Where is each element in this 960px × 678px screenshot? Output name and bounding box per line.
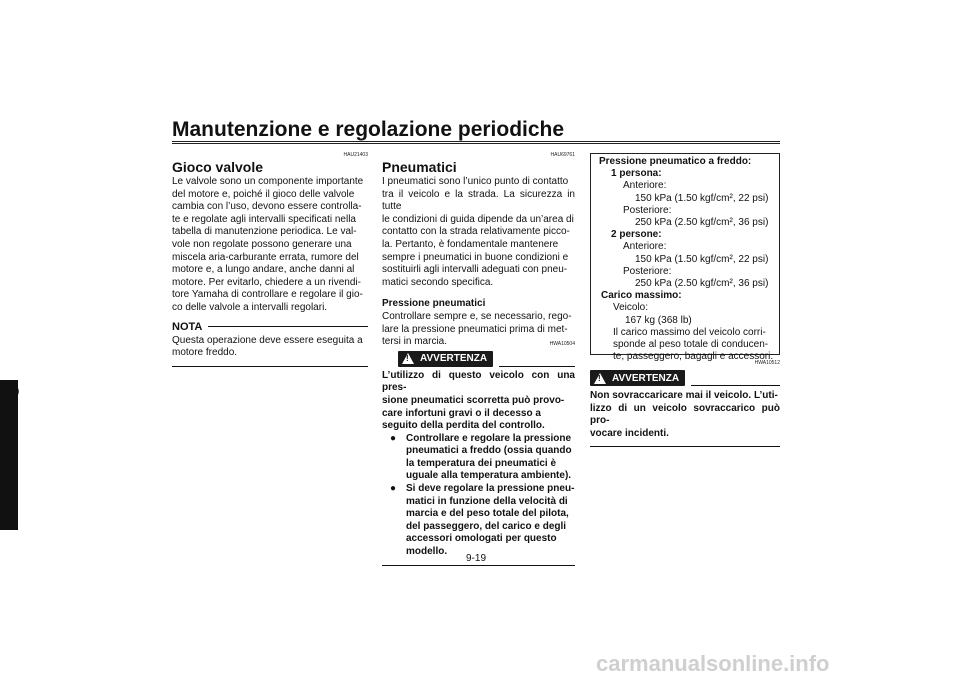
watermark: carmanualsonline.info	[596, 651, 830, 676]
nota-end-rule	[172, 366, 368, 367]
section-tyres	[382, 152, 575, 566]
section-body	[382, 176, 575, 289]
body-line: Controllare e regolare la pressione	[406, 432, 572, 444]
body-line: lare la pressione pneumatici prima di met-	[382, 323, 568, 335]
body-line: cambia con l’uso, devono essere controlla-	[172, 201, 362, 213]
body-line: tabella di manutenzione periodica. Le val-	[172, 226, 357, 238]
spec-label: 1 persona:	[611, 168, 662, 180]
spec-content	[591, 154, 779, 363]
body-line: accessori omologati per questo	[406, 533, 557, 545]
spec-value: 150 kPa (1.50 kgf/cm², 22 psi)	[635, 192, 769, 204]
page-number: 9-19	[466, 553, 487, 564]
body-line: te e regolate agli intervalli specificati nella	[172, 213, 356, 225]
body-line: lizzo di un veicolo sovraccarico può pro-	[590, 402, 780, 427]
body-line: matici in funzione della velocità di	[406, 495, 568, 507]
spec-label: Carico massimo:	[601, 290, 682, 302]
warning-icon	[594, 373, 606, 384]
spec-label: Posteriore:	[623, 204, 672, 216]
sub-body	[382, 311, 575, 349]
warning-body	[382, 370, 575, 433]
body-line: contatto con la strada relativamente picco-	[382, 226, 570, 238]
warning-badge	[398, 351, 493, 367]
overload-warning	[590, 360, 780, 447]
bullet-icon: ●	[390, 432, 397, 444]
section-code: HAU69761	[550, 152, 575, 158]
warning-rule-wrap	[499, 340, 575, 367]
section-code: HAU21403	[343, 152, 368, 158]
spec-value: 167 kg (368 lb)	[625, 314, 692, 326]
spec-label: Anteriore:	[623, 241, 667, 253]
section-valve-clearance	[172, 152, 368, 367]
body-line: marcia e del peso totale del pilota,	[406, 508, 569, 520]
warning-rule-wrap	[691, 360, 780, 386]
warning-end-rule	[590, 446, 780, 447]
body-line: le condizioni di guida dipende da un’area di	[382, 213, 574, 225]
body-line: Le valvole sono un componente importante	[172, 176, 364, 187]
body-line: la. Pertanto, è fondamentale mantenere	[382, 238, 559, 250]
spec-title: Pressione pneumatico a freddo:	[599, 156, 752, 167]
page-title: Manutenzione e regolazione periodiche	[172, 118, 565, 141]
body-line: L’utilizzo di questo veicolo con una pres-	[382, 369, 575, 394]
warning-end-rule	[382, 565, 575, 566]
body-line: la temperatura dei pneumatici è	[406, 457, 557, 469]
sub-heading: Pressione pneumatici	[382, 298, 486, 310]
warning-rule	[499, 366, 575, 367]
nota-header	[172, 321, 368, 333]
chapter-number: 9	[12, 384, 20, 399]
warning-body	[590, 390, 780, 440]
body-line: co delle valvole a intervalli regolari.	[172, 301, 328, 313]
spec-value: 150 kPa (1.50 kgf/cm², 22 psi)	[635, 253, 769, 265]
body-line: tra il veicolo e la strada. La sicurezza in tutte	[382, 188, 575, 213]
body-line: vole non regolate possono generare una	[172, 238, 352, 250]
warning-label: AVVERTENZA	[420, 353, 488, 365]
body-line: pneumatici a freddo (ossia quando	[406, 445, 572, 457]
body-line: sione pneumatici scorretta può provo-	[382, 394, 565, 406]
body-line: Non sovraccaricare mai il veicolo. L’uti-	[590, 390, 778, 401]
warning-rule	[691, 385, 780, 386]
body-line: modello.	[406, 546, 448, 558]
nota-rule	[208, 326, 368, 327]
body-line: motore freddo.	[172, 347, 238, 359]
body-line: tersi in marcia.	[382, 336, 448, 348]
body-line: Controllare sempre e, se necessario, rego-	[382, 310, 572, 322]
body-line: sempre i pneumatici in buone condizioni e	[382, 251, 569, 263]
body-line: miscela aria-carburante errata, rumore del	[172, 251, 359, 263]
spec-label: 2 persone:	[611, 229, 662, 241]
body-line: Questa operazione deve essere eseguita a	[172, 334, 363, 346]
body-line: tore Yamaha di controllare e regolare il gio-	[172, 289, 363, 301]
spec-label: Posteriore:	[623, 265, 672, 277]
spec-value: 250 kPa (2.50 kgf/cm², 36 psi)	[635, 217, 769, 229]
chapter-tab	[0, 380, 18, 530]
nota-label: NOTA	[172, 320, 203, 333]
body-line: del motore e, poiché il gioco delle valvole	[172, 188, 355, 200]
bullet-item	[390, 483, 575, 559]
body-line: care infortuni gravi o il decesso a	[382, 407, 541, 419]
body-line: vocare incidenti.	[590, 427, 669, 439]
body-line: del passeggero, del carico e degli	[406, 520, 567, 532]
body-line: motore e, a lungo andare, anche danni al	[172, 264, 355, 276]
spec-note: te, passeggero, bagagli e accessori.	[613, 351, 774, 363]
body-line: uguale alla temperatura ambiente).	[406, 470, 572, 482]
warning-icon	[402, 353, 414, 364]
section-body	[172, 176, 368, 315]
warning-code: HWA10504	[549, 340, 575, 347]
section-heading: Gioco valvole	[172, 159, 264, 175]
spec-label: Veicolo:	[613, 302, 649, 314]
nota-body	[172, 335, 368, 360]
bullet-text	[406, 483, 574, 559]
spec-note: Il carico massimo del veicolo corri-	[613, 326, 766, 338]
body-line: Si deve regolare la pressione pneu-	[406, 483, 575, 495]
warning-code: HWA10512	[754, 360, 780, 366]
body-line: sostituirli agli intervalli adeguati con pneu-	[382, 264, 568, 276]
title-rule	[172, 141, 780, 144]
body-line: I pneumatici sono l’unico punto di contatto	[382, 176, 569, 187]
bullet-icon: ●	[390, 483, 397, 495]
body-line: motore. Per evitarlo, chiedere a un rivendi-	[172, 276, 361, 288]
body-line: seguito della perdita del controllo.	[382, 420, 545, 432]
warning-badge	[590, 370, 685, 386]
spec-value: 250 kPa (2.50 kgf/cm², 36 psi)	[635, 278, 769, 290]
spec-note: sponde al peso totale di conducen-	[613, 339, 769, 351]
section-heading: Pneumatici	[382, 159, 457, 175]
bullet-item	[390, 433, 575, 483]
warning-label: AVVERTENZA	[612, 372, 680, 384]
bullet-text	[406, 433, 572, 483]
body-line: matici secondo specifica.	[382, 276, 494, 288]
spec-label: Anteriore:	[623, 180, 667, 192]
warning-header	[590, 360, 780, 386]
